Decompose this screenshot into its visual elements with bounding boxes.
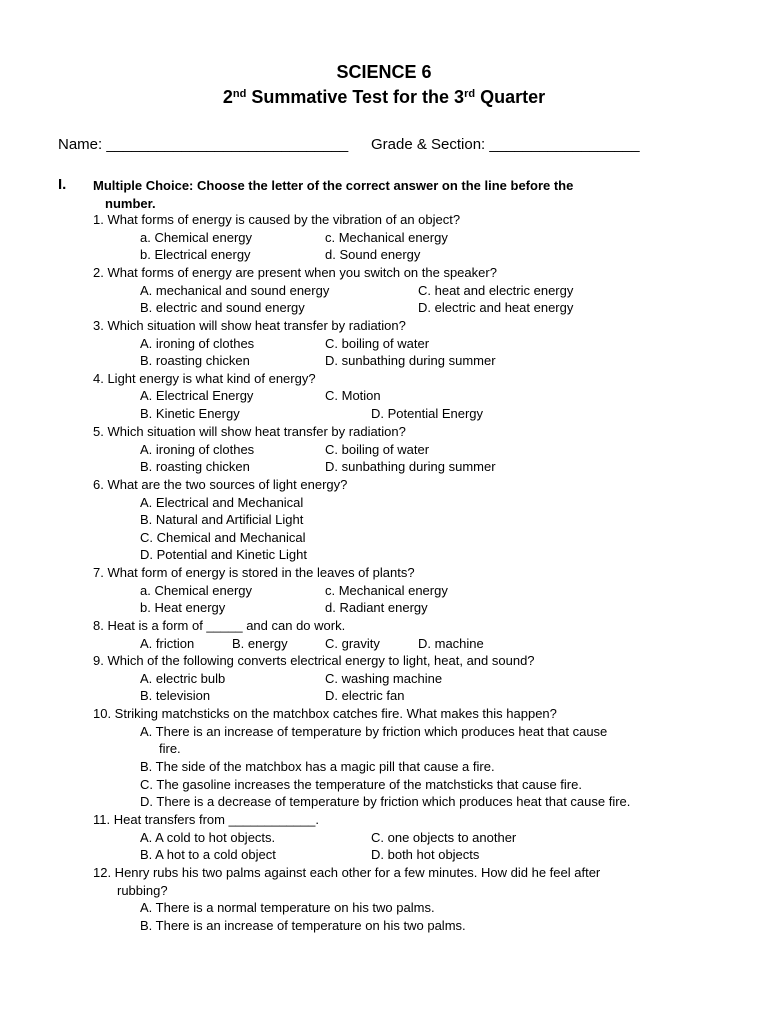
option: b. Heat energy <box>140 600 226 615</box>
option: B. television <box>140 688 211 703</box>
option: D. machine <box>418 636 484 651</box>
question-12-continuation: rubbing? <box>117 883 168 898</box>
question-7: 7. What form of energy is stored in the leaves of plants? <box>93 565 415 580</box>
option: A. A cold to hot objects. <box>140 830 276 845</box>
question-10: 10. Striking matchsticks on the matchbox catches fire. What makes this happen? <box>93 706 557 721</box>
question-4: 4. Light energy is what kind of energy? <box>93 371 316 386</box>
option: C. heat and electric energy <box>418 283 574 298</box>
option-continuation: fire. <box>159 741 181 756</box>
option: A. There is a normal temperature on his two palms. <box>140 900 435 915</box>
option: C. Chemical and Mechanical <box>140 530 306 545</box>
option: D. sunbathing during summer <box>325 459 496 474</box>
question-9: 9. Which of the following converts electrical energy to light, heat, and sound? <box>93 653 535 668</box>
option: B. Kinetic Energy <box>140 406 240 421</box>
name-field-label: Name: _____________________________ <box>58 136 349 153</box>
section-number: I. <box>58 176 67 193</box>
question-11: 11. Heat transfers from ____________. <box>93 812 319 827</box>
question-5: 5. Which situation will show heat transfer by radiation? <box>93 424 406 439</box>
option: A. There is an increase of temperature by friction which produces heat that cause <box>140 724 608 739</box>
option: C. The gasoline increases the temperature of the matchsticks that cause fire. <box>140 777 582 792</box>
option: A. mechanical and sound energy <box>140 283 330 298</box>
option: D. electric and heat energy <box>418 300 574 315</box>
question-6: 6. What are the two sources of light energy? <box>93 477 348 492</box>
option: a. Chemical energy <box>140 583 252 598</box>
option: c. Mechanical energy <box>325 583 448 598</box>
option: D. Potential and Kinetic Light <box>140 547 307 562</box>
page-title: SCIENCE 6 <box>336 62 432 82</box>
option: D. both hot objects <box>371 847 480 862</box>
option: A. friction <box>140 636 195 651</box>
option: D. electric fan <box>325 688 405 703</box>
question-3: 3. Which situation will show heat transfer by radiation? <box>93 318 406 333</box>
question-12: 12. Henry rubs his two palms against each other for a few minutes. How did he feel after <box>93 865 601 880</box>
option: A. Electrical and Mechanical <box>140 495 304 510</box>
option: B. Natural and Artificial Light <box>140 512 304 527</box>
option: A. Electrical Energy <box>140 388 254 403</box>
option: A. ironing of clothes <box>140 442 255 457</box>
grade-section-field-label: Grade & Section: __________________ <box>371 136 640 153</box>
section-instruction: Multiple Choice: Choose the letter of the correct answer on the line before the number. <box>93 178 574 211</box>
option: B. There is an increase of temperature on his two palms. <box>140 918 466 933</box>
option: D. There is a decrease of temperature by friction which produces heat that cause fire. <box>140 794 631 809</box>
option: A. ironing of clothes <box>140 336 255 351</box>
option: d. Sound energy <box>325 247 421 262</box>
option: A. electric bulb <box>140 671 226 686</box>
option: C. one objects to another <box>371 830 517 845</box>
option: B. roasting chicken <box>140 459 250 474</box>
option: C. boiling of water <box>325 442 430 457</box>
option: B. The side of the matchbox has a magic pill that cause a fire. <box>140 759 495 774</box>
option: C. boiling of water <box>325 336 430 351</box>
option: C. Motion <box>325 388 381 403</box>
student-info-row <box>58 136 710 154</box>
option: D. Potential Energy <box>371 406 484 421</box>
option: a. Chemical energy <box>140 230 252 245</box>
option: B. electric and sound energy <box>140 300 305 315</box>
option: D. sunbathing during summer <box>325 353 496 368</box>
option: B. A hot to a cold object <box>140 847 276 862</box>
option: C. gravity <box>325 636 380 651</box>
question-8: 8. Heat is a form of _____ and can do work. <box>93 618 346 633</box>
option: C. washing machine <box>325 671 443 686</box>
option: b. Electrical energy <box>140 247 251 262</box>
option: d. Radiant energy <box>325 600 428 615</box>
option: B. energy <box>232 636 288 651</box>
option: c. Mechanical energy <box>325 230 448 245</box>
page-subtitle: 2nd Summative Test for the 3rd Quarter <box>222 87 546 107</box>
question-1: 1. What forms of energy is caused by the vibration of an object? <box>93 212 461 227</box>
option: B. roasting chicken <box>140 353 250 368</box>
question-2: 2. What forms of energy are present when you switch on the speaker? <box>93 265 497 280</box>
